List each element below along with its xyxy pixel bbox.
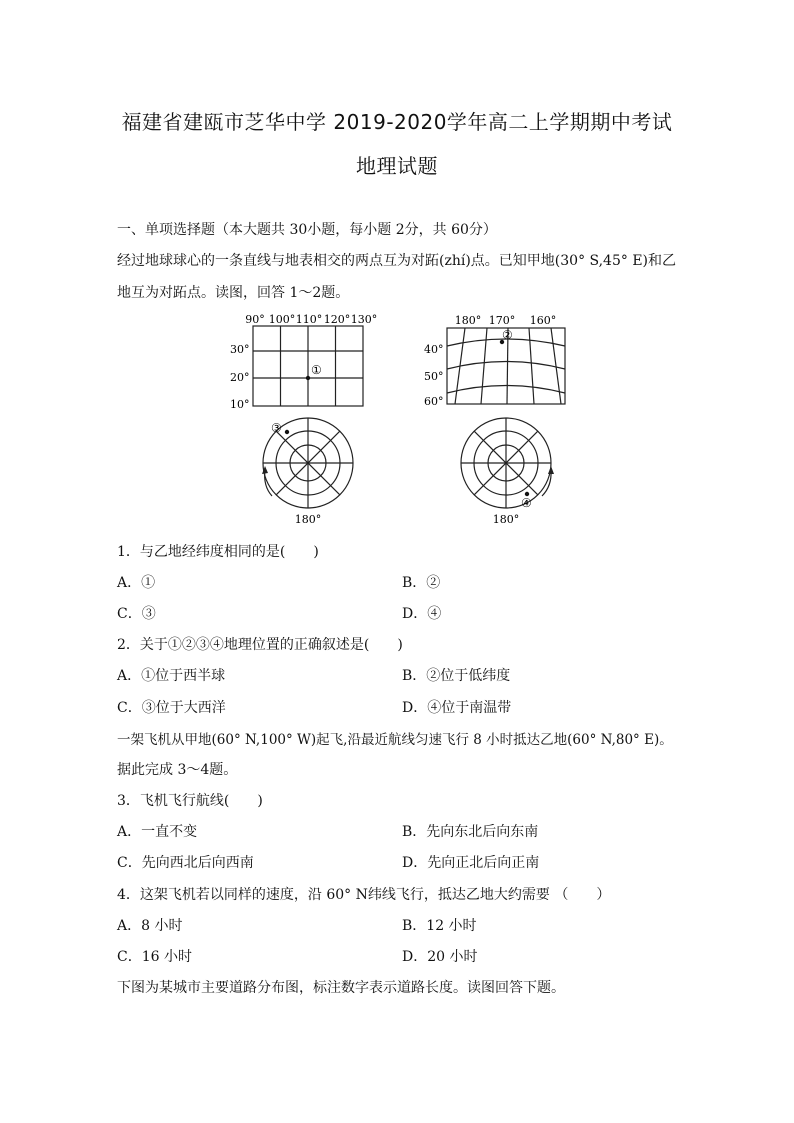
grid1-lon-130: 130° <box>350 313 378 326</box>
marker-3: ③ <box>271 421 282 435</box>
polar2-label-180: 180° <box>492 513 520 526</box>
grid1-lat-10: 10° <box>230 398 250 411</box>
grid1-lon-100: 100° <box>268 313 296 326</box>
grid2-lat-50: 50° <box>424 370 444 383</box>
section-heading: 一、单项选择题（本大题共 30小题，每小题 2分，共 60分） <box>117 222 497 238</box>
q3-option-c[interactable]: C．先向西北后向西南 <box>117 855 254 871</box>
grid2-lon-170: 170° <box>488 314 516 327</box>
q4-stem: 4．这架飞机若以同样的速度，沿 60° N纬线飞行，抵达乙地大约需要 （ ） <box>117 887 611 903</box>
grid2-lat-40: 40° <box>424 343 444 356</box>
q1-option-c[interactable]: C．③ <box>117 606 156 622</box>
q1-option-d[interactable]: D．④ <box>402 606 442 622</box>
q1-option-a[interactable]: A．① <box>117 575 156 591</box>
grid1-point <box>306 376 310 380</box>
q4-option-c[interactable]: C．16 小时 <box>117 949 192 965</box>
map-figure <box>225 308 575 530</box>
q2-option-a[interactable]: A．①位于西半球 <box>117 668 226 684</box>
q2-option-d[interactable]: D．④位于南温带 <box>402 700 512 716</box>
q2-stem: 2．关于①②③④地理位置的正确叙述是( ) <box>117 637 403 653</box>
q3-stem: 3．飞机飞行航线( ) <box>117 793 263 809</box>
grid1-lon-120: 120° <box>323 313 351 326</box>
polar-map-2 <box>461 418 551 508</box>
q3-option-d[interactable]: D．先向正北后向正南 <box>402 855 540 871</box>
intro2-line1: 一架飞机从甲地(60° N,100° W)起飞,沿最近航线匀速飞行 8 小时抵达乙地(60° N,80° E)。 <box>117 732 673 748</box>
polar1-label-180: 180° <box>294 513 322 526</box>
q2-option-b[interactable]: B．②位于低纬度 <box>402 668 511 684</box>
intro1-line1: 经过地球球心的一条直线与地表相交的两点互为对跖(zhí)点。已知甲地(30° S,45° E)和乙 <box>117 253 677 269</box>
intro1-line2: 地互为对跖点。读图，回答 1～2题。 <box>117 285 350 301</box>
grid1-lon-110: 110° <box>295 313 323 326</box>
grid1-lat-20: 20° <box>230 371 250 384</box>
page-subtitle: 地理试题 <box>356 154 438 178</box>
marker-1: ① <box>311 363 322 377</box>
q4-option-b[interactable]: B．12 小时 <box>402 918 477 934</box>
q2-option-c[interactable]: C．③位于大西洋 <box>117 700 226 716</box>
page-title: 福建省建瓯市芝华中学 2019-2020学年高二上学期期中考试 <box>121 110 673 134</box>
grid-map-1 <box>253 326 363 406</box>
intro2-line2: 据此完成 3～4题。 <box>117 762 238 778</box>
q4-option-a[interactable]: A．8 小时 <box>117 918 183 934</box>
q3-option-b[interactable]: B．先向东北后向东南 <box>402 824 539 840</box>
q1-option-b[interactable]: B．② <box>402 575 441 591</box>
q4-option-d[interactable]: D．20 小时 <box>402 949 478 965</box>
grid2-lon-180: 180° <box>454 314 482 327</box>
marker-2: ② <box>502 328 513 342</box>
grid2-lat-60: 60° <box>424 395 444 408</box>
intro3-line1: 下图为某城市主要道路分布图，标注数字表示道路长度。读图回答下题。 <box>117 980 565 996</box>
grid1-lon-90: 90° <box>245 313 265 326</box>
grid1-lat-30: 30° <box>230 343 250 356</box>
grid2-lon-160: 160° <box>529 314 557 327</box>
marker-4: ④ <box>521 496 532 510</box>
q1-stem: 1．与乙地经纬度相同的是( ) <box>117 544 319 560</box>
polar1-point <box>285 430 289 434</box>
q3-option-a[interactable]: A．一直不变 <box>117 824 198 840</box>
